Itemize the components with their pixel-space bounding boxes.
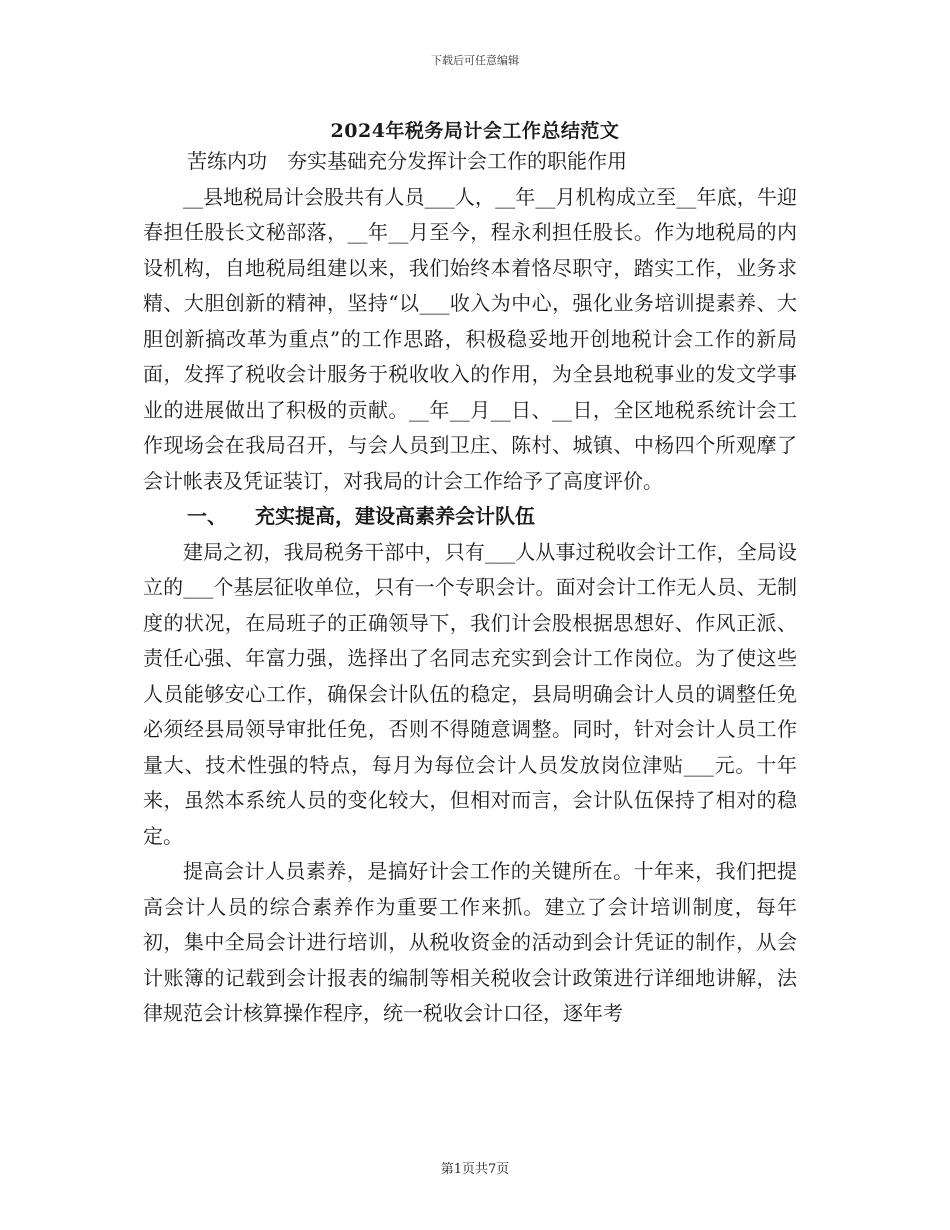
section-title: 充实提高，建设高素养会计队伍 [255, 504, 535, 528]
document-body [143, 144, 797, 1032]
header-note: 下载后可任意编辑 [431, 54, 519, 67]
document-subtitle: 苦练内功 夯实基础充分发挥计会工作的职能作用 [187, 149, 627, 173]
document-title: 2024年税务局计会工作总结范文 [330, 120, 620, 142]
intro-paragraph: __县地税局计会股共有人员___人，__年__月机构成立至__年底，牛迎春担任股长文秘部落，__年__月至今，程永利担任股长。作为地税局的内设机构，自地税局组建以来，我们始终本着恪尽职守，踏实工作，业务求精、大胆创新的精神，坚持“以___收入为中心，强化业务培训提素养、大胆创新搞改革为重点”的工作思路，积极稳妥地开创地税计会工作的新局面，发挥了税收会计服务于税收收入的作用，为全县地税事业的发文学事业的进展做出了积极的贡献。__年__月__日、__日，全区地税系统计会工作现场会在我局召开，与会人员到卫庄、陈村、城镇、中杨四个所观摩了会计帐表及凭证装订，对我局的计会工作给予了高度评价。 [143, 184, 797, 493]
body-paragraph: 建局之初，我局税务干部中，只有___人从事过税收会计工作，全局设立的___个基层征收单位，只有一个专职会计。面对会计工作无人员、无制度的状况，在局班子的正确领导下，我们计会股根据思想好、作风正派、责任心强、年富力强，选择出了名同志充实到会计工作岗位。为了使这些人员能够安心工作，确保会计队伍的稳定，县局明确会计人员的调整任免必须经县局领导审批任免，否则不得随意调整。同时，针对会计人员工作量大、技术性强的特点，每月为每位会计人员发放岗位津贴___元。十年来，虽然本系统人员的变化较大，但相对而言，会计队伍保持了相对的稳定。 [143, 539, 797, 848]
body-paragraph: 提高会计人员素养，是搞好计会工作的关键所在。十年来，我们把提高会计人员的综合素养作为重要工作来抓。建立了会计培训制度，每年初，集中全局会计进行培训，从税收资金的活动到会计凭证的制作，从会计账簿的记载到会计报表的编制等相关税收会计政策进行详细地讲解，法律规范会计核算操作程序，统一税收会计口径，逐年考 [143, 859, 797, 1025]
section-heading [187, 499, 797, 535]
section-number: 一、 [187, 504, 227, 528]
page-footer: 第1页共7页 [440, 1162, 510, 1177]
